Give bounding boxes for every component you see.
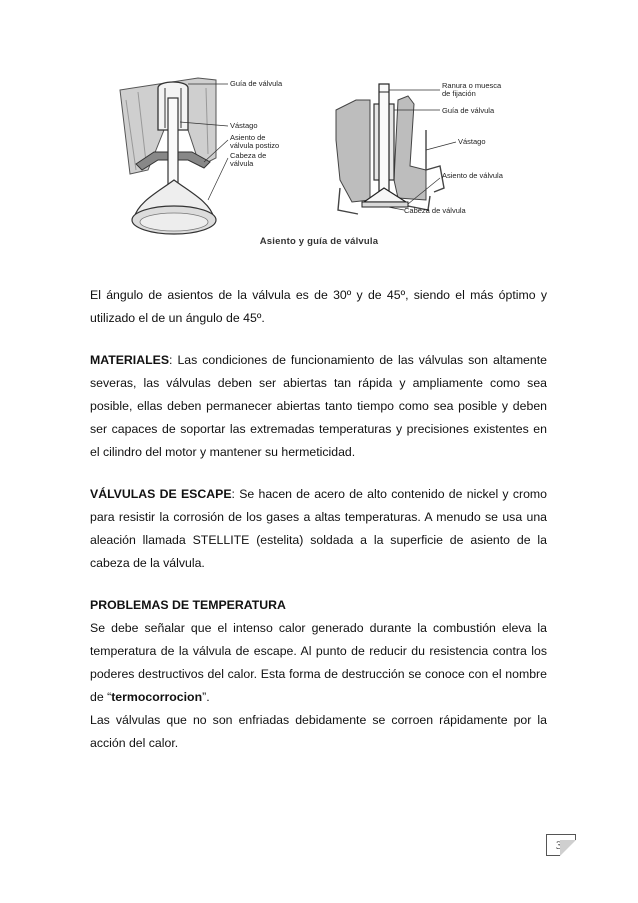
callout-asiento-right: Asiento de válvula	[442, 171, 503, 180]
valve-figure	[108, 70, 538, 260]
escape-text: : Se hacen de acero de alto contenido de nickel y cromo para resistir la corrosión de los gases a altas temperaturas. A menudo se usa una aleación llamada STELLITE (estelita) soldada a la superficie de asiento de la cabeza de la válvula.	[90, 487, 548, 570]
right-valve-drawing	[336, 84, 456, 214]
callout-vastago-right: Vástago	[458, 137, 486, 146]
callout-ranura-2: de fijación	[442, 89, 476, 98]
body-text	[90, 284, 547, 755]
materiales-label: MATERIALES	[90, 353, 170, 367]
callout-guia-left: Guía de válvula	[230, 79, 283, 88]
callout-asiento-postizo-1: Asiento de	[230, 133, 266, 142]
paragraph-problemas	[90, 617, 547, 709]
paragraph-angulo: El ángulo de asientos de la válvula es de 30º y de 45º, siendo el más óptimo y utilizado el de un ángulo de 45º.	[90, 288, 547, 325]
page-corner-fold	[560, 840, 576, 856]
problemas-heading: PROBLEMAS DE TEMPERATURA	[90, 598, 286, 612]
callout-ranura-1: Ranura o muesca	[442, 81, 502, 90]
callout-cabeza-left-2: válvula	[230, 159, 254, 168]
callout-cabeza-left-1: Cabeza de	[230, 151, 267, 160]
callout-guia-right: Guía de válvula	[442, 106, 495, 115]
page-number: 3	[556, 838, 562, 852]
left-valve-drawing	[120, 78, 228, 234]
materiales-text: : Las condiciones de funcionamiento de las válvulas son altamente severas, las válvulas deben ser abiertas tan rápida y ampliamente como sea posible, ellas deben permanecer abiertas tanto tiempo como sea posible y deben ser capaces de soportar las extremadas temperaturas y precisiones existentes en el cilindro del motor y mantener su hermeticidad.	[90, 353, 547, 459]
termocorrocion-term: termocorrocion	[111, 690, 203, 704]
page-number-box	[546, 834, 576, 856]
callout-vastago-left: Vástago	[230, 121, 258, 130]
paragraph-materiales	[90, 349, 547, 464]
valve-illustration	[108, 70, 538, 260]
paragraph-final: Las válvulas que no son enfriadas debidamente se corroen rápidamente por la acción del calor.	[90, 713, 547, 750]
figure-caption: Asiento y guía de válvula	[259, 236, 379, 247]
paragraph-valvulas-escape	[90, 483, 547, 575]
problemas-text-b: ”.	[202, 690, 210, 704]
callout-cabeza-right: Cabeza de válvula	[404, 206, 466, 215]
problemas-text-a: Se debe señalar que el intenso calor generado durante la combustión eleva la temperatura de la válvula de escape. Al punto de reducir du resistencia contra los poderes destructivos del calor. Esta forma de destrucción se conoce con el nombre de “	[90, 621, 547, 704]
escape-label: VÁLVULAS DE ESCAPE	[90, 487, 232, 501]
heading-problemas	[90, 594, 547, 617]
callout-asiento-postizo-2: válvula postizo	[230, 141, 280, 150]
